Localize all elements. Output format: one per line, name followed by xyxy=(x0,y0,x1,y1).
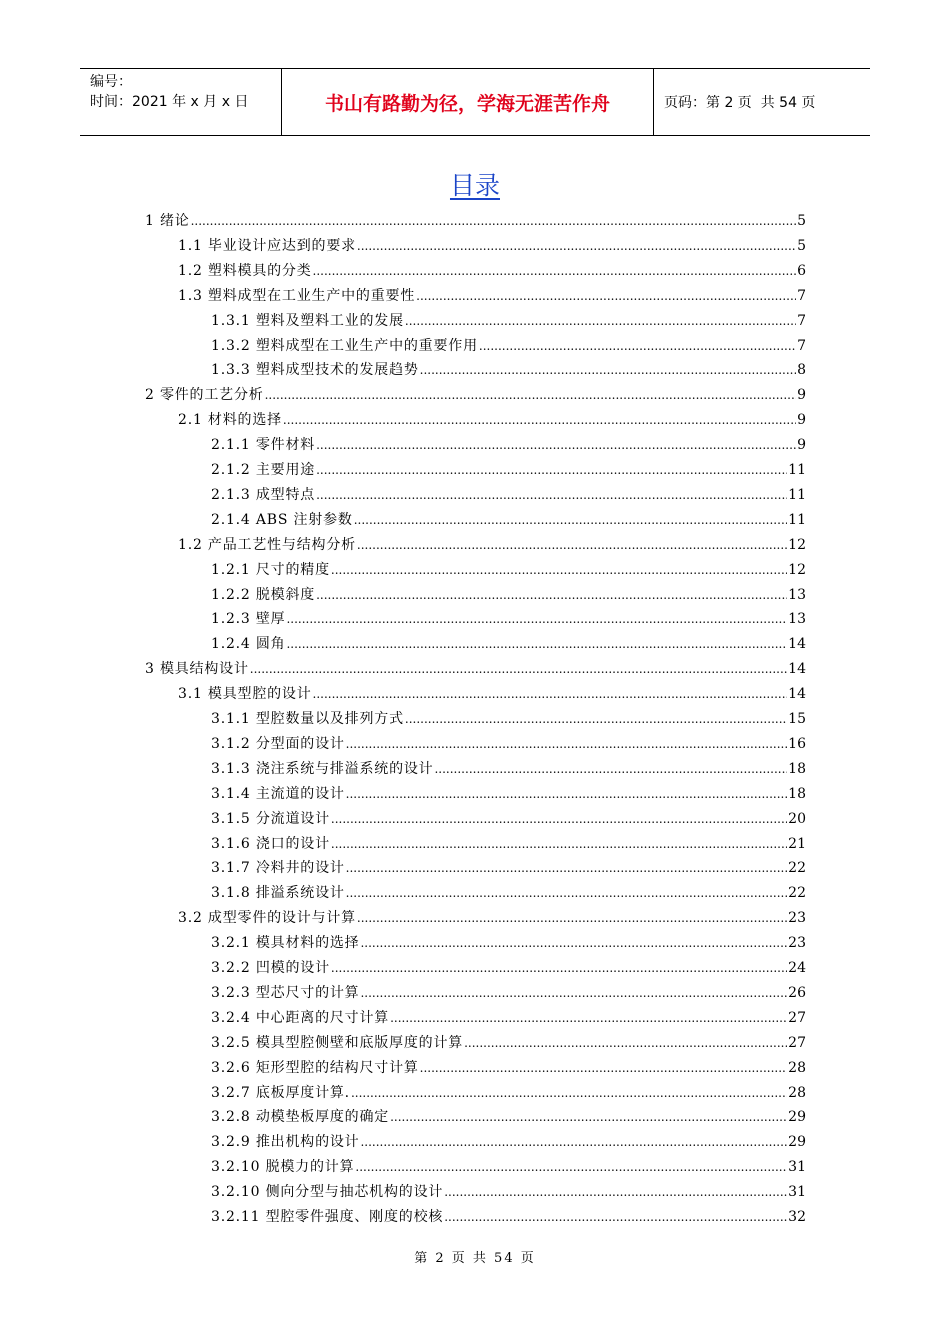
toc-entry-title: 3.2.8 动模垫板厚度的确定 xyxy=(211,1109,390,1126)
toc-entry[interactable] xyxy=(211,1081,806,1105)
toc-entry-title: 3.2.11 型腔零件强度、刚度的校核 xyxy=(211,1209,444,1225)
toc-dot-leader xyxy=(420,358,796,382)
page-footer: 第 2 页 共 54 页 xyxy=(414,1251,536,1266)
page-header xyxy=(80,68,870,136)
toc-entry-title: 3.1.1 型腔数量以及排列方式 xyxy=(211,711,404,727)
toc-dot-leader xyxy=(346,782,788,806)
toc-dot-leader xyxy=(405,309,796,333)
toc-entry-title: 2 零件的工艺分析 xyxy=(145,387,264,404)
toc-entry-page: 7 xyxy=(797,337,806,354)
toc-entry-page: 8 xyxy=(797,362,806,379)
toc-entry-page: 26 xyxy=(788,984,806,1001)
toc-entry-title: 2.1 材料的选择 xyxy=(178,412,282,429)
toc-dot-leader xyxy=(354,508,787,532)
toc-entry-page: 6 xyxy=(797,262,806,279)
toc-entry-title: 3 模具结构设计 xyxy=(145,661,249,678)
toc-entry-page: 11 xyxy=(788,462,806,478)
toc-dot-leader xyxy=(479,334,796,358)
toc-dot-leader xyxy=(357,234,796,258)
toc-dot-leader xyxy=(331,807,787,831)
toc-entry-page: 27 xyxy=(788,1009,806,1026)
toc-dot-leader xyxy=(420,1056,788,1080)
toc-dot-leader xyxy=(265,383,797,407)
toc-entry-title: 3.1.2 分型面的设计 xyxy=(211,735,345,752)
toc-entry-page: 18 xyxy=(788,785,806,802)
toc-entry-page: 21 xyxy=(788,835,806,852)
toc-dot-leader xyxy=(351,1081,787,1105)
toc-entry[interactable] xyxy=(178,234,806,258)
toc-entry[interactable] xyxy=(211,1155,806,1179)
toc-dot-leader xyxy=(331,558,787,582)
toc-dot-leader xyxy=(360,981,787,1005)
toc-dot-leader xyxy=(316,483,787,507)
toc-dot-leader xyxy=(390,1006,787,1030)
toc-dot-leader xyxy=(286,607,787,631)
toc-entry[interactable] xyxy=(211,632,806,656)
toc-entry-page: 14 xyxy=(788,661,806,678)
toc-entry[interactable] xyxy=(211,583,806,607)
toc-entry-title: 3.2.3 型芯尺寸的计算 xyxy=(211,984,360,1001)
toc-entry-title: 3.2.7 底板厚度计算. xyxy=(211,1084,350,1101)
toc-entry-page: 12 xyxy=(788,561,806,578)
toc-entry-title: 1.2.2 脱模斜度 xyxy=(211,586,316,603)
toc-entry-page: 11 xyxy=(788,511,806,528)
toc-entry-page: 7 xyxy=(797,287,806,304)
toc-entry-title: 1.2 塑料模具的分类 xyxy=(178,262,312,279)
toc-dot-leader xyxy=(316,583,787,607)
toc-entry-title: 1.2.3 壁厚 xyxy=(211,611,286,628)
toc-entry[interactable] xyxy=(211,1205,806,1229)
toc-entry[interactable] xyxy=(211,458,806,482)
toc-entry[interactable] xyxy=(211,931,806,955)
toc-entry[interactable] xyxy=(211,1105,806,1129)
toc-dot-leader xyxy=(346,856,788,880)
toc-entry[interactable] xyxy=(211,782,806,806)
toc-dot-leader xyxy=(360,1130,787,1154)
toc-entry-title: 3.2.1 模具材料的选择 xyxy=(211,935,360,952)
toc-dot-leader xyxy=(360,931,787,955)
toc-entry[interactable] xyxy=(178,533,806,557)
toc-entry-title: 3.1.8 排溢系统设计 xyxy=(211,885,345,902)
toc-entry[interactable] xyxy=(211,607,806,631)
toc-entry-title: 1.3 塑料成型在工业生产中的重要性 xyxy=(178,287,416,304)
toc-entry[interactable] xyxy=(211,508,806,532)
toc-entry-page: 9 xyxy=(797,387,806,404)
toc-entry-title: 1.2.4 圆角 xyxy=(211,636,286,653)
toc-entry-title: 3.2.10 侧向分型与抽芯机构的设计 xyxy=(211,1184,444,1201)
toc-dot-leader xyxy=(390,1105,787,1129)
toc-entry[interactable] xyxy=(211,1130,806,1154)
toc-entry[interactable] xyxy=(211,707,806,731)
toc-entry-title: 1.3.1 塑料及塑料工业的发展 xyxy=(211,312,404,329)
toc-entry-title: 1.2 产品工艺性与结构分析 xyxy=(178,536,356,553)
toc-entry-title: 3.1.5 分流道设计 xyxy=(211,810,330,827)
toc-entry-page: 9 xyxy=(797,412,806,429)
toc-entry-page: 27 xyxy=(788,1034,806,1051)
toc-entry[interactable] xyxy=(145,209,806,233)
toc-entry[interactable] xyxy=(178,259,806,283)
toc-entry[interactable] xyxy=(211,1031,806,1055)
toc-entry-page: 5 xyxy=(797,237,806,254)
toc-entry-title: 2.1.3 成型特点 xyxy=(211,486,316,503)
toc-entry-title: 3.1 模具型腔的设计 xyxy=(178,686,312,703)
toc-entry-page: 29 xyxy=(788,1109,806,1126)
toc-entry[interactable] xyxy=(211,334,806,358)
toc-entry-page: 16 xyxy=(788,735,806,752)
toc-entry-title: 3.2 成型零件的设计与计算 xyxy=(178,910,356,927)
toc-entry[interactable] xyxy=(211,483,806,507)
toc-entry[interactable] xyxy=(211,358,806,382)
toc-dot-leader xyxy=(283,408,796,432)
toc-entry-title: 1.1 毕业设计应达到的要求 xyxy=(178,237,356,254)
toc-entry[interactable] xyxy=(211,1056,806,1080)
toc-dot-leader xyxy=(444,1180,787,1204)
toc-entry-page: 5 xyxy=(797,213,806,229)
toc-dot-leader xyxy=(434,757,787,781)
toc-entry-title: 3.2.2 凹模的设计 xyxy=(211,960,330,976)
toc-entry[interactable] xyxy=(145,657,806,681)
toc-entry[interactable] xyxy=(211,558,806,582)
toc-entry-title: 1.3.2 塑料成型在工业生产中的重要作用 xyxy=(211,337,478,354)
toc-entry-title: 1.3.3 塑料成型技术的发展趋势 xyxy=(211,362,419,379)
toc-entry[interactable] xyxy=(178,682,806,706)
toc-entry[interactable] xyxy=(178,408,806,432)
toc-dot-leader xyxy=(405,707,787,731)
toc-entry[interactable] xyxy=(211,309,806,333)
header-meta xyxy=(80,69,282,135)
toc-dot-leader xyxy=(286,632,787,656)
toc-entry-page: 13 xyxy=(788,611,806,628)
toc-entry-title: 3.2.5 模具型腔侧壁和底版厚度的计算 xyxy=(211,1034,464,1051)
toc-entry-title: 1 绪论 xyxy=(145,213,190,229)
toc-entry-page: 14 xyxy=(788,636,806,653)
toc-entry[interactable] xyxy=(211,956,806,980)
header-page-info: 页码：第 2 页 共 54 页 xyxy=(664,95,816,111)
toc-entry-title: 3.1.4 主流道的设计 xyxy=(211,785,345,802)
toc-dot-leader xyxy=(316,458,787,482)
toc-entry-page: 12 xyxy=(788,536,806,553)
toc-entry-page: 29 xyxy=(788,1134,806,1151)
toc-entry-title: 3.2.6 矩形型腔的结构尺寸计算 xyxy=(211,1059,419,1076)
toc-entry-page: 28 xyxy=(788,1084,806,1101)
toc-entry[interactable] xyxy=(211,757,806,781)
toc-entry-page: 11 xyxy=(788,486,806,503)
toc-entry-page: 7 xyxy=(797,312,806,329)
toc-entry[interactable] xyxy=(178,284,806,308)
header-motto: 书山有路勤为径，学海无涯苦作舟 xyxy=(282,69,654,135)
toc-dot-leader xyxy=(331,956,787,980)
toc-dot-leader xyxy=(355,1155,787,1179)
toc-entry-page: 9 xyxy=(797,437,806,454)
toc-dot-leader xyxy=(416,284,796,308)
toc-entry-page: 28 xyxy=(788,1059,806,1076)
toc-dot-leader xyxy=(250,657,787,681)
toc-entry-page: 23 xyxy=(788,935,806,952)
toc-entry-page: 22 xyxy=(788,885,806,902)
toc-entry-title: 2.1.4 ABS 注射参数 xyxy=(211,511,353,528)
toc-dot-leader xyxy=(331,832,787,856)
toc-entry[interactable] xyxy=(211,807,806,831)
toc-entry-title: 1.2.1 尺寸的精度 xyxy=(211,561,330,578)
toc-entry[interactable] xyxy=(211,1006,806,1030)
toc-entry-page: 32 xyxy=(788,1209,806,1225)
toc-entry-page: 31 xyxy=(788,1159,806,1176)
toc-entry-page: 14 xyxy=(788,686,806,703)
toc-dot-leader xyxy=(313,682,788,706)
toc-entry-page: 22 xyxy=(788,860,806,877)
toc-entry-title: 3.1.3 浇注系统与排溢系统的设计 xyxy=(211,760,434,777)
toc-entry-page: 18 xyxy=(788,760,806,777)
toc-entry[interactable] xyxy=(211,732,806,756)
toc-entry[interactable] xyxy=(211,1180,806,1204)
toc-entry[interactable] xyxy=(145,383,806,407)
toc-entry-page: 15 xyxy=(788,711,806,727)
toc-dot-leader xyxy=(357,533,787,557)
toc-entry[interactable] xyxy=(211,881,806,905)
toc-entry-page: 31 xyxy=(788,1184,806,1201)
toc-entry[interactable] xyxy=(211,433,806,457)
toc-entry-title: 3.2.9 推出机构的设计 xyxy=(211,1134,360,1151)
toc-entry[interactable] xyxy=(211,981,806,1005)
document-time: 时间：2021 年 x 月 x 日 xyxy=(90,94,249,110)
toc-entry[interactable] xyxy=(211,832,806,856)
toc-dot-leader xyxy=(357,906,787,930)
toc-dot-leader xyxy=(313,259,797,283)
toc-dot-leader xyxy=(464,1031,787,1055)
toc-entry-page: 13 xyxy=(788,586,806,603)
toc-dot-leader xyxy=(346,881,788,905)
toc-entry-title: 2.1.2 主要用途 xyxy=(211,462,316,478)
toc-dot-leader xyxy=(316,433,796,457)
toc-dot-leader xyxy=(346,732,788,756)
toc-dot-leader xyxy=(444,1205,787,1229)
toc-entry-title: 3.2.4 中心距离的尺寸计算 xyxy=(211,1009,390,1026)
toc-title[interactable]: 目录 xyxy=(449,171,500,200)
toc-entry-page: 24 xyxy=(788,960,806,976)
toc-dot-leader xyxy=(191,209,797,233)
toc-entry-page: 20 xyxy=(788,810,806,827)
document-number-label: 编号： xyxy=(90,74,132,90)
toc-entry-title: 3.2.10 脱模力的计算 xyxy=(211,1159,355,1176)
toc-entry-title: 3.1.7 冷料井的设计 xyxy=(211,860,345,877)
toc-entry[interactable] xyxy=(178,906,806,930)
toc-entry-page: 23 xyxy=(788,910,806,927)
toc-entry-title: 2.1.1 零件材料 xyxy=(211,437,316,454)
toc-entry-title: 3.1.6 浇口的设计 xyxy=(211,835,330,852)
toc-entry[interactable] xyxy=(211,856,806,880)
